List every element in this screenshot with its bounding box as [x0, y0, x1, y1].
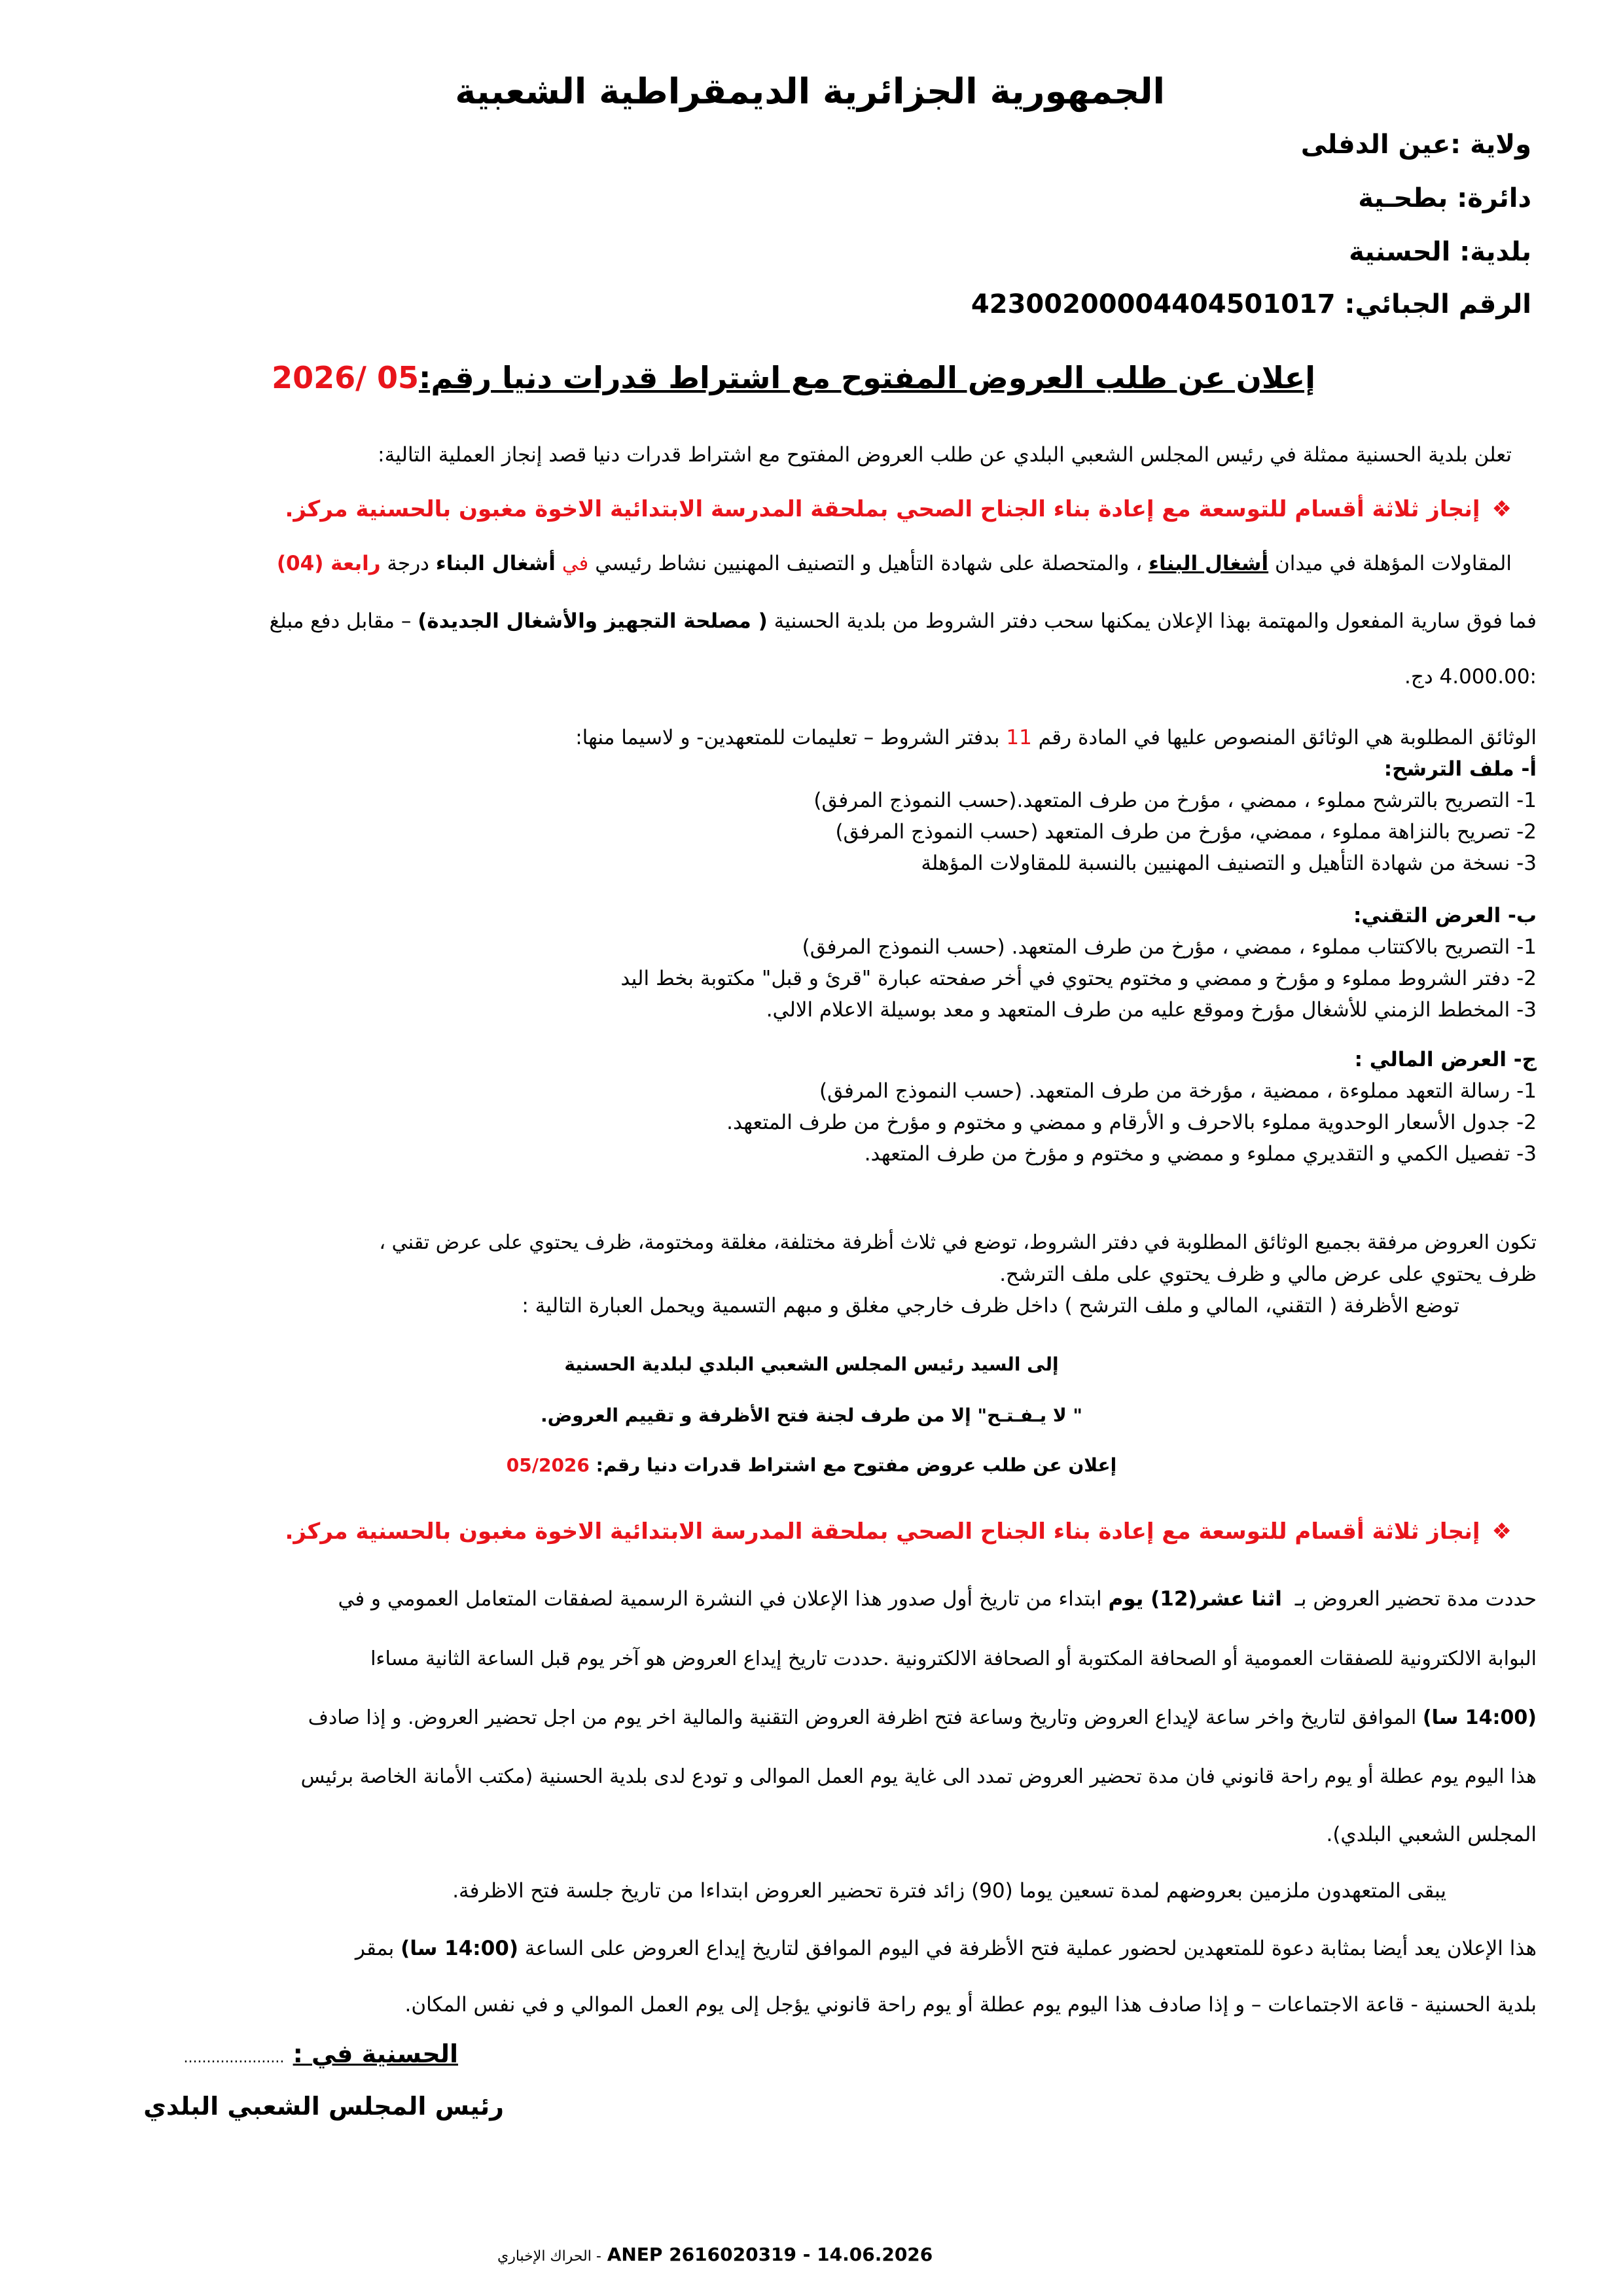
section-a-title: أ- ملف الترشح: [1383, 757, 1537, 781]
deadline-hour: (14:00 سا) [1422, 1706, 1537, 1729]
eligibility-text-4: درجة [387, 552, 429, 575]
announcement-year: 2026 [272, 360, 356, 395]
announcement-number: 05 [377, 360, 419, 395]
daira-line: دائرة: بطحـية [1358, 183, 1531, 213]
invitation-line-2: بلدية الحسنية - قاعة الاجتماعات – و إذا صادف هذا اليوم يوم عطلة أو يوم راحة قانوني يؤجل إلى يوم العمل الموالي و في نفس المكان. [404, 1993, 1537, 2017]
deadline-text-2: ابتداء من تاريخ أول صدور هذا الإعلان في النشرة الرسمية لصفقات المتعامل العمومي و في [338, 1587, 1102, 1611]
withdraw-text-1: فما فوق سارية المفعول والمهتمة بهذا الإعلان يمكنها سحب دفتر الشروط من بلدية الحسنية [774, 609, 1537, 633]
deadline-line-4: هذا اليوم يوم عطلة أو يوم راحة قانوني فان مدة تحضير العروض تمدد الى غاية يوم العمل الموالى و تودع لدى بلدية الحسنية (مكتب الأمانة الخاصة برئيس [300, 1765, 1537, 1788]
envelopes-line-1: تكون العروض مرفقة بجميع الوثائق المطلوبة في دفتر الشروط، توضع في ثلاث أظرفة مختلفة، مغلقة ومختومة، ظرف يحتوي على عرض تقني ، [379, 1231, 1537, 1254]
tax-number: 42300200004404501017 [971, 289, 1336, 319]
tax-line [971, 289, 1531, 319]
signature-place-label: الحسنية في : [293, 2039, 458, 2068]
project-line-2 [285, 1518, 1512, 1545]
commune-line: بلدية: الحسنية [1349, 237, 1531, 267]
documents-intro-text-1: الوثائق المطلوبة هي الوثائق المنصوص عليها في المادة رقم [1038, 726, 1537, 749]
announcement-sep: / [355, 360, 377, 395]
footer-reference: ANEP 2616020319 - 14.06.2026 [607, 2244, 933, 2265]
section-c-item: 3- تفصيل الكمي و التقديري مملوء و ممضي و مختوم و مؤرخ من طرف المتعهد. [864, 1142, 1537, 1166]
fee-line: :4.000.00 دج. [1404, 665, 1537, 689]
announcement-title-text: إعلان عن طلب العروض المفتوح مع اشتراط قدرات دنيا رقم: [419, 360, 1315, 395]
eligibility-field-1: أشغال البناء [1149, 552, 1269, 575]
eligibility-text-1: المقاولات المؤهلة في ميدان [1275, 552, 1512, 575]
deadline-line-3 [308, 1706, 1537, 1731]
signature-title: رئيس المجلس الشعبي البلدي [143, 2092, 504, 2121]
deadline-text-1: حددت مدة تحضير العروض بـ [1294, 1587, 1537, 1611]
deadline-line-5: المجلس الشعبي البلدي). [1326, 1823, 1537, 1846]
section-a-item: 3- نسخة من شهادة التأهيل و التصنيف المهنيين بالنسبة للمقاولات المؤهلة [921, 852, 1537, 875]
section-b-item: 3- المخطط الزمني للأشغال مؤرخ وموقع عليه من طرف المتعهد و معد بوسيلة الاعلام الالي. [766, 998, 1537, 1022]
section-b-item: 1- التصريح بالاكتتاب مملوء ، ممضي ، مؤرخ من طرف المتعهد. (حسب النموذج المرفق) [802, 935, 1537, 959]
deadline-line-1 [338, 1587, 1537, 1611]
eligibility-grade: رابعة (04) [276, 552, 381, 575]
invitation-text-1: هذا الإعلان يعد أيضا بمثابة دعوة للمتعهدين لحضور عملية فتح الأظرفة في اليوم الموافق لتاريخ إيداع العروض على الساعة [524, 1937, 1537, 1960]
republic-title: الجمهورية الجزائرية الديمقراطية الشعبية [455, 71, 1165, 112]
footer [497, 2244, 933, 2265]
eligibility-text-3: في [562, 552, 589, 575]
diamond-bullet-icon: ❖ [1491, 1518, 1512, 1545]
envelopes-line-3: توضع الأظرفة ( التقني، المالي و ملف الترشح ) داخل ظرف خارجي مغلق و مبهم التسمية ويحمل العبارة التالية : [522, 1294, 1459, 1318]
project-line [285, 496, 1512, 522]
signature-place [184, 2039, 459, 2068]
section-c-title: ج- العرض المالي : [1354, 1048, 1537, 1071]
do-not-open-line: " لا يـفـتـح" إلا من طرف لجنة فتح الأظرفة و تقييم العروض. [540, 1405, 1083, 1426]
documents-article-number: 11 [1006, 726, 1032, 749]
withdraw-line [270, 609, 1537, 634]
documents-intro [575, 725, 1537, 750]
deadline-line-2: البوابة الالكترونية للصفقات العمومية أو الصحافة المكتوبة أو الصحافة الالكترونية .حددت تاريخ إيداع العروض هو آخر يوم قبل الساعة الثانية مساءا [370, 1647, 1537, 1670]
eligibility-field-2: أشغال البناء [435, 552, 556, 575]
section-a-item: 1- التصريح بالترشح مملوء ، ممضي ، مؤرخ من طرف المتعهد.(حسب النموذج المرفق) [813, 789, 1537, 812]
tax-label: الرقم الجبائي: [1344, 289, 1531, 319]
eligibility-line [277, 551, 1512, 576]
documents-intro-text-2: بدفتر الشروط – تعليمات للمتعهدين- و لاسيما منها: [575, 726, 1000, 749]
validity-line: يبقى المتعهدون ملزمين بعروضهم لمدة تسعين يوما (90) زائد فترة تحضير العروض ابتداءا من تاريخ جلسة فتح الاظرفة. [452, 1879, 1446, 1903]
section-c-item: 1- رسالة التعهد مملوءة ، ممضية ، مؤرخة من طرف المتعهد. (حسب النموذج المرفق) [819, 1079, 1537, 1103]
withdraw-office: ( مصلحة التجهيز والأشغال الجديدة) [418, 609, 768, 633]
diamond-bullet-icon: ❖ [1491, 496, 1512, 522]
section-a-item: 2- تصريح بالنزاهة مملوء ، ممضي، مؤرخ من طرف المتعهد (حسب النموذج المرفق) [835, 820, 1537, 844]
footer-newspaper: الحراك الإخباري - [497, 2248, 601, 2265]
invitation-line-1 [355, 1936, 1537, 1961]
withdraw-text-2: – مقابل دفع مبلغ [269, 609, 412, 633]
invitation-text-2: بمقر [355, 1937, 395, 1960]
section-b-title: ب- العرض التقني: [1353, 904, 1537, 927]
invitation-hour: (14:00 سا) [401, 1937, 519, 1960]
notice-text: إعلان عن طلب عروض مفتوح مع اشتراط قدرات دنيا رقم: [596, 1454, 1117, 1476]
eligibility-text-2: ، والمتحصلة على شهادة التأهيل و التصنيف المهنيين نشاط رئيسي [595, 552, 1143, 575]
envelopes-line-2: ظرف يحتوي على عرض مالي و ظرف يحتوي على ملف الترشح. [999, 1263, 1537, 1286]
intro-paragraph: تعلن بلدية الحسنية ممثلة في رئيس المجلس الشعبي البلدي عن طلب العروض المفتوح مع اشتراط قدرات دنيا قصد إنجاز العملية التالية: [378, 443, 1512, 467]
notice-number: 05/2026 [506, 1454, 590, 1476]
project-text: إنجاز ثلاثة أقسام للتوسعة مع إعادة بناء الجناح الصحي بملحقة المدرسة الابتدائية الاخوة مغبون بالحسنية مركز. [285, 496, 1480, 522]
notice-line [458, 1454, 1165, 1476]
deadline-days: اثنا عشر(12) يوم [1108, 1587, 1282, 1611]
section-c-item: 2- جدول الأسعار الوحدوية مملوء بالاحرف و الأرقام و ممضي و مختوم و مؤرخ من طرف المتعهد. [726, 1111, 1537, 1134]
wilaya-line: ولاية :عين الدفلى [1300, 130, 1531, 160]
deadline-text-3: الموافق لتاريخ واخر ساعة لإيداع العروض وتاريخ وساعة فتح اظرفة العروض التقنية والمالية اخر يوم من اجل تحضير العروض. و إذا صادف [308, 1706, 1417, 1729]
section-b-item: 2- دفتر الشروط مملوء و مؤرخ و ممضي و مختوم يحتوي في أخر صفحته عبارة "قرئ و قبل" مكتوبة بخط اليد [620, 967, 1537, 990]
addressee-line: إلى السيد رئيس المجلس الشعبي البلدي لبلدية الحسنية [564, 1354, 1059, 1375]
announcement-title [272, 360, 1315, 395]
signature-dots: ...................... [183, 2050, 285, 2066]
project2-text: إنجاز ثلاثة أقسام للتوسعة مع إعادة بناء الجناح الصحي بملحقة المدرسة الابتدائية الاخوة مغبون بالحسنية مركز. [285, 1518, 1480, 1545]
